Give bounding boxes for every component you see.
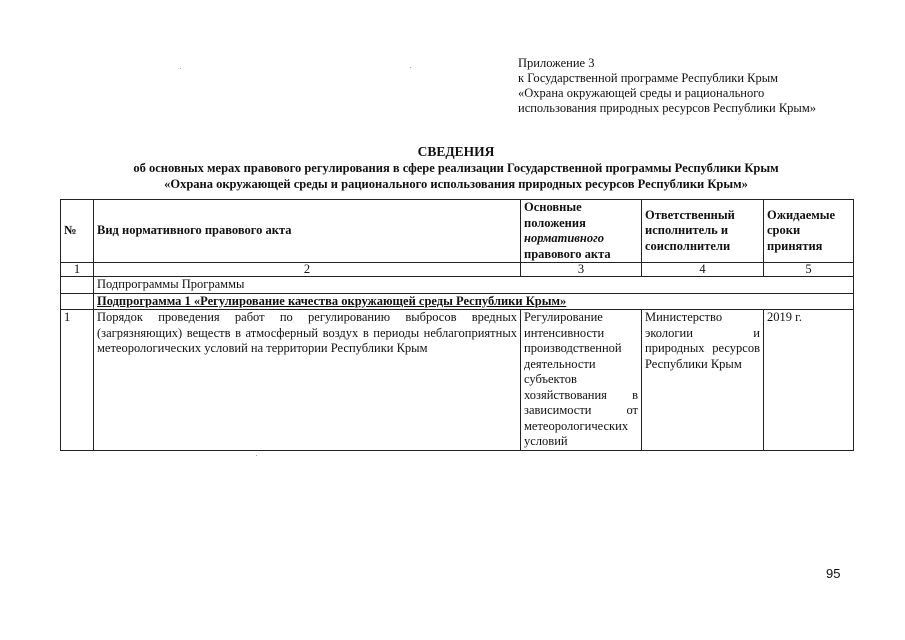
header-responsible: Ответственный исполнитель и соисполнители: [642, 200, 764, 263]
scan-speck: [256, 455, 257, 456]
column-number: 1: [61, 263, 94, 277]
measures-table: [60, 199, 854, 451]
header-deadline: Ожидаемые сроки принятия: [764, 200, 854, 263]
page-number: 95: [826, 566, 841, 581]
section-row: [61, 277, 854, 294]
appendix-line: к Государственной программе Республики Крым: [518, 71, 779, 85]
header-num: №: [61, 200, 94, 263]
table-row: [61, 310, 854, 451]
row-provisions: Регулирование интенсивности производственной деятельности субъектов хозяйствования в зависимости от метеорологических условий: [521, 310, 642, 451]
title-line-1: об основных мерах правового регулирования в сфере реализации Государственной программы Республики Крым: [133, 161, 779, 175]
header-provisions-part1: Основные положения: [524, 200, 586, 230]
header-provisions-part2: нормативного: [524, 231, 604, 245]
column-number: 2: [94, 263, 521, 277]
row-act-type: Порядок проведения работ по регулированию выбросов вредных (загрязняющих) веществ в атмосферный воздух в периоды неблагоприятных метеорологических условий на территории Республики Крым: [94, 310, 521, 451]
appendix-line: Приложение 3: [518, 56, 595, 70]
row-responsible: Министерство экологии и природных ресурсов Республики Крым: [642, 310, 764, 451]
column-number: 3: [521, 263, 642, 277]
appendix-line: «Охрана окружающей среды и рационального: [518, 86, 765, 100]
subprogram-row: [61, 293, 854, 310]
document-title: [60, 144, 852, 192]
row-num: 1: [61, 310, 94, 451]
row-deadline: 2019 г.: [764, 310, 854, 451]
header-provisions: [521, 200, 642, 263]
column-number: 5: [764, 263, 854, 277]
appendix-block: [518, 56, 816, 116]
scan-speck: [410, 67, 411, 68]
header-act-type: Вид нормативного правового акта: [94, 200, 521, 263]
header-row: [61, 200, 854, 263]
subprogram-label: Подпрограмма 1 «Регулирование качества окружающей среды Республики Крым»: [94, 293, 854, 310]
title-heading: СВЕДЕНИЯ: [417, 144, 495, 159]
column-number: 4: [642, 263, 764, 277]
column-number-row: [61, 263, 854, 277]
appendix-line: использования природных ресурсов Республики Крым»: [518, 101, 816, 115]
section-label: Подпрограммы Программы: [94, 277, 854, 294]
title-line-2: «Охрана окружающей среды и рационального использования природных ресурсов Республики Крым»: [164, 177, 748, 191]
subprogram-empty-cell: [61, 293, 94, 310]
section-empty-cell: [61, 277, 94, 294]
header-provisions-part3: правового акта: [524, 246, 611, 261]
scan-speck: [180, 68, 181, 69]
